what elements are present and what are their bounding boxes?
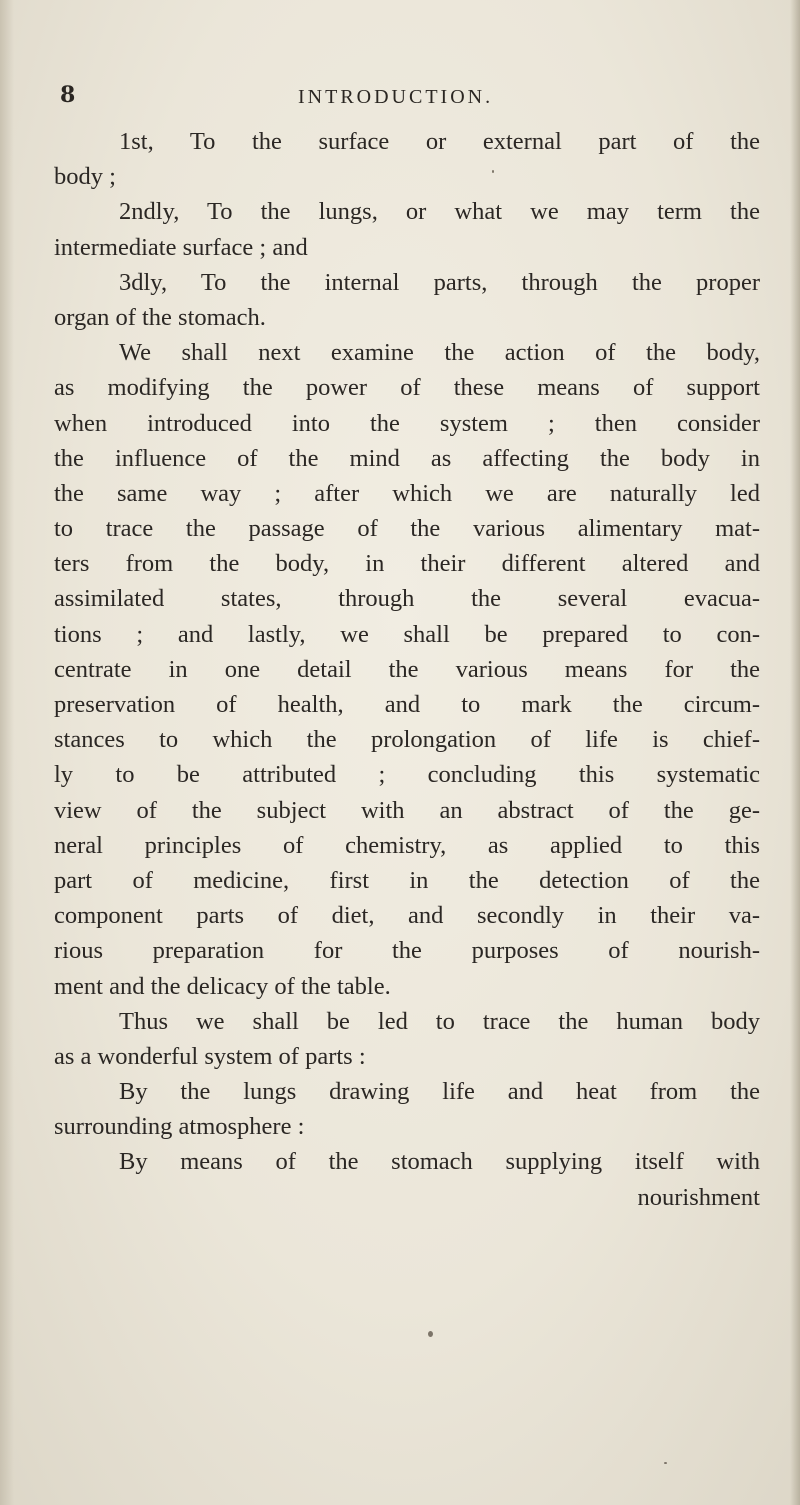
text-line: view of the subject with an abstract of the ge-	[54, 796, 760, 824]
running-head: INTRODUCTION.	[298, 86, 494, 108]
text-line: part of medicine, first in the detection of the	[54, 866, 760, 894]
text-line: We shall next examine the action of the body,	[119, 339, 760, 367]
page-gutter-shadow	[0, 0, 14, 1505]
catchword: nourishment	[637, 1183, 760, 1211]
text-line: 3dly, To the internal parts, through the proper	[119, 268, 760, 296]
text-line: ters from the body, in their different altered and	[54, 550, 760, 578]
paper-speck	[428, 1331, 433, 1337]
text-line: as modifying the power of these means of support	[54, 374, 760, 402]
page-edge-shadow	[790, 0, 800, 1505]
text-line: surrounding atmosphere :	[54, 1113, 305, 1141]
text-line: to trace the passage of the various alimentary mat-	[54, 515, 760, 543]
text-line: the influence of the mind as affecting the body in	[54, 444, 760, 472]
body-text	[54, 124, 760, 1215]
text-line: intermediate surface ; and	[54, 233, 308, 261]
paper-speck	[664, 1462, 667, 1464]
text-line: assimilated states, through the several evacua-	[54, 585, 760, 613]
text-line: rious preparation for the purposes of nourish-	[54, 937, 760, 965]
text-line: neral principles of chemistry, as applied to this	[54, 831, 760, 859]
text-line: tions ; and lastly, we shall be prepared to con-	[54, 620, 760, 648]
text-line: 2ndly, To the lungs, or what we may term the	[119, 198, 760, 226]
text-line: ly to be attributed ; concluding this systematic	[54, 761, 760, 789]
page-header	[0, 80, 800, 120]
text-line: Thus we shall be led to trace the human body	[119, 1007, 760, 1035]
text-line: organ of the stomach.	[54, 303, 266, 331]
text-line: as a wonderful system of parts :	[54, 1042, 366, 1070]
paper-speck	[492, 170, 494, 173]
text-line: stances to which the prolongation of life is chief-	[54, 726, 760, 754]
text-line: By means of the stomach supplying itself with	[119, 1148, 760, 1176]
text-line: when introduced into the system ; then consider	[54, 409, 760, 437]
text-line: By the lungs drawing life and heat from the	[119, 1078, 760, 1106]
page-number: 8	[60, 82, 76, 108]
text-line: the same way ; after which we are naturally led	[54, 479, 760, 507]
text-line: component parts of diet, and secondly in their va-	[54, 902, 760, 930]
text-line: preservation of health, and to mark the circum-	[54, 691, 760, 718]
text-line: ment and the delicacy of the table.	[54, 972, 391, 1000]
text-line: 1st, To the surface or external part of the	[119, 128, 760, 155]
text-line: centrate in one detail the various means for the	[54, 655, 760, 683]
text-line: body ;	[54, 163, 116, 191]
